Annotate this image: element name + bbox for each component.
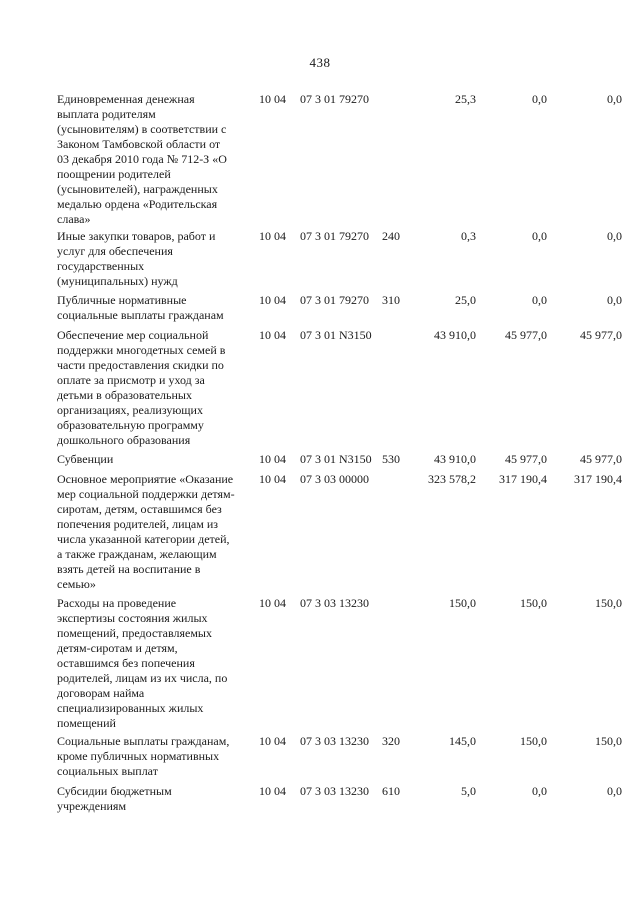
row-section-code: 10 04 [259, 92, 286, 106]
row-amount-year-3: 45 977,0 [580, 328, 622, 342]
row-description: Единовременная денежная выплата родителям (усыновителям) в соответствии с Законом Тамбовской области от 03 декабря 2010 года № 712-З «О поощрении родителей (усыновителей), награжденных медалью ордена «Родительская слава» [57, 92, 227, 226]
row-amount-year-3: 0,0 [607, 293, 622, 307]
row-section-code: 10 04 [259, 734, 286, 748]
row-section-code: 10 04 [259, 472, 286, 486]
row-amount-year-2: 0,0 [532, 293, 547, 307]
row-amount-year-1: 43 910,0 [434, 328, 476, 342]
row-amount-year-3: 317 190,4 [574, 472, 622, 486]
row-amount-year-1: 5,0 [461, 784, 476, 798]
row-description: Субвенции [57, 452, 114, 466]
row-amount-year-2: 150,0 [520, 596, 547, 610]
row-description: Основное мероприятие «Оказание мер социальной поддержки детям- сиротам, детям, оставшимся без попечения родителей, лицам из числа указанной категории детей, а также гражданам, желающим взять детей на воспитание в семью» [57, 472, 235, 591]
row-amount-year-2: 317 190,4 [499, 472, 547, 486]
row-expense-type: 320 [382, 734, 400, 748]
row-amount-year-3: 0,0 [607, 229, 622, 243]
row-section-code: 10 04 [259, 784, 286, 798]
row-description: Субсидии бюджетным учреждениям [57, 784, 172, 813]
row-amount-year-2: 0,0 [532, 784, 547, 798]
row-expense-type: 530 [382, 452, 400, 466]
row-expense-type: 610 [382, 784, 400, 798]
row-amount-year-2: 45 977,0 [505, 452, 547, 466]
page-number: 438 [309, 55, 331, 70]
row-amount-year-1: 25,0 [455, 293, 476, 307]
row-section-code: 10 04 [259, 293, 286, 307]
row-section-code: 10 04 [259, 596, 286, 610]
row-description: Иные закупки товаров, работ и услуг для обеспечения государственных (муниципальных) нужд [57, 229, 216, 288]
row-target-code: 07 3 01 79270 [300, 229, 369, 243]
row-target-code: 07 3 03 13230 [300, 596, 369, 610]
row-target-code: 07 3 03 13230 [300, 784, 369, 798]
row-section-code: 10 04 [259, 229, 286, 243]
row-amount-year-1: 43 910,0 [434, 452, 476, 466]
row-amount-year-3: 0,0 [607, 784, 622, 798]
row-target-code: 07 3 01 N3150 [300, 328, 372, 342]
row-target-code: 07 3 03 13230 [300, 734, 369, 748]
row-amount-year-2: 150,0 [520, 734, 547, 748]
row-target-code: 07 3 03 00000 [300, 472, 369, 486]
row-section-code: 10 04 [259, 452, 286, 466]
row-amount-year-2: 45 977,0 [505, 328, 547, 342]
row-amount-year-1: 25,3 [455, 92, 476, 106]
row-description: Социальные выплаты гражданам, кроме публичных нормативных социальных выплат [57, 734, 230, 778]
row-amount-year-1: 0,3 [461, 229, 476, 243]
row-section-code: 10 04 [259, 328, 286, 342]
row-expense-type: 240 [382, 229, 400, 243]
row-amount-year-1: 323 578,2 [428, 472, 476, 486]
row-amount-year-3: 150,0 [595, 596, 622, 610]
row-amount-year-2: 0,0 [532, 229, 547, 243]
row-amount-year-1: 150,0 [449, 596, 476, 610]
row-amount-year-3: 150,0 [595, 734, 622, 748]
row-amount-year-2: 0,0 [532, 92, 547, 106]
row-description: Публичные нормативные социальные выплаты гражданам [57, 293, 224, 322]
row-amount-year-1: 145,0 [449, 734, 476, 748]
row-target-code: 07 3 01 79270 [300, 92, 369, 106]
row-amount-year-3: 45 977,0 [580, 452, 622, 466]
row-description: Расходы на проведение экспертизы состояния жилых помещений, предоставляемых детям-сиротам и детям, оставшимся без попечения родителей, лицам из их числа, по договорам найма специализированных жилых помещений [57, 596, 228, 730]
row-target-code: 07 3 01 79270 [300, 293, 369, 307]
row-description: Обеспечение мер социальной поддержки многодетных семей в части предоставления скидки по оплате за присмотр и уход за детьми в образовательных организациях, реализующих образовательную программу дошкольного образования [57, 328, 226, 447]
row-target-code: 07 3 01 N3150 [300, 452, 372, 466]
row-amount-year-3: 0,0 [607, 92, 622, 106]
row-expense-type: 310 [382, 293, 400, 307]
